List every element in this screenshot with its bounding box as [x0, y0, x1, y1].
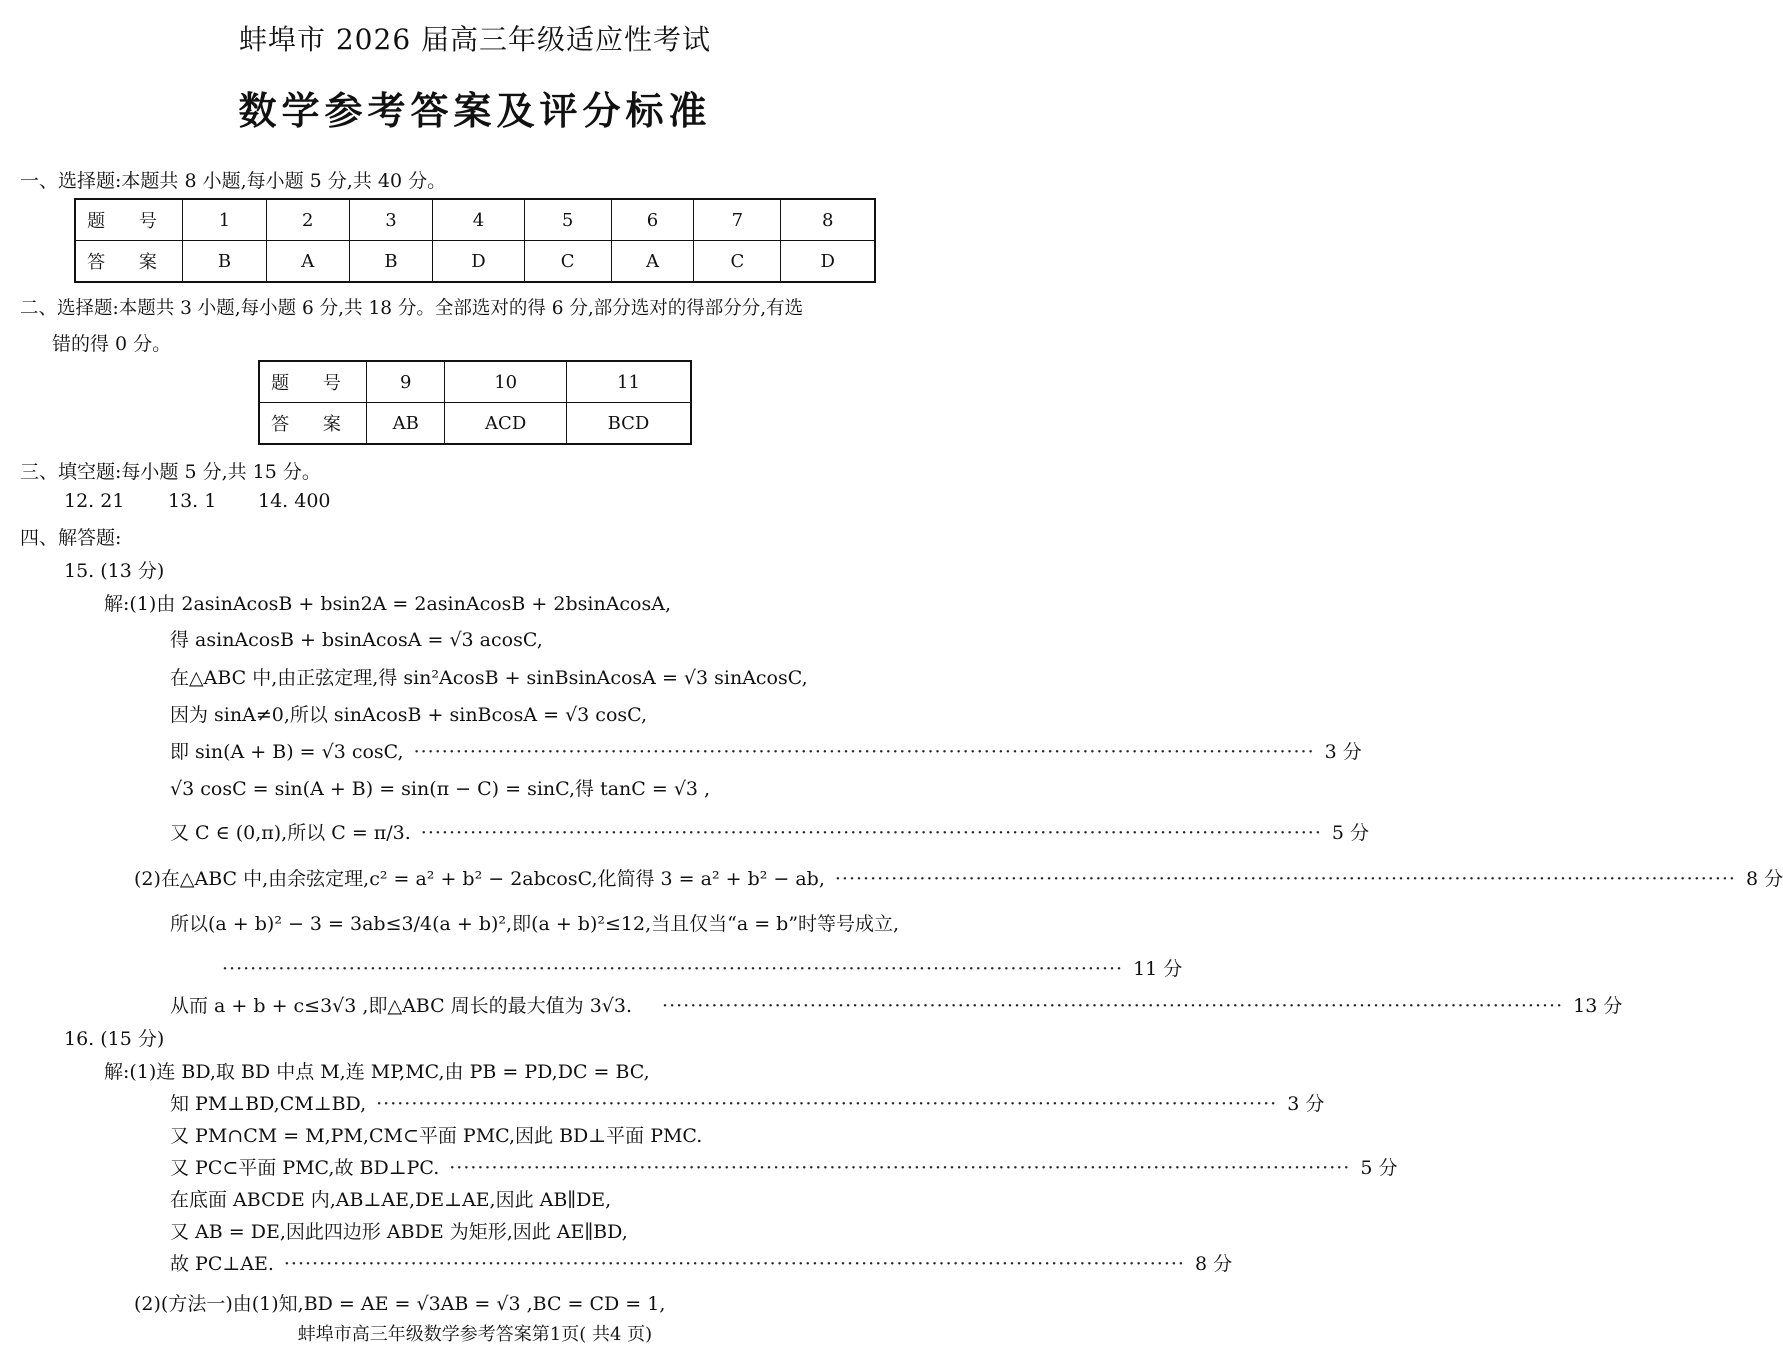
section3-heading: 三、填空题:每小题 5 分,共 15 分。	[20, 461, 321, 483]
q15-step: 所以(a + b)² − 3 = 3ab≤3/4(a + b)²,即(a + b)²≤12,当且仅当“a = b”时等号成立,	[170, 913, 900, 935]
q16-title: 16. (15 分)	[64, 1028, 165, 1050]
leader-dots: ································································································································	[420, 822, 1322, 844]
score-mark: 5 分	[1360, 1157, 1398, 1179]
section2-answer-table	[258, 360, 692, 445]
q15-step: 在△ABC 中,由正弦定理,得 sin²AcosB + sinBsinAcosA = √3 sinAcosC,	[170, 667, 808, 689]
q16-step: 又 PC⊂平面 PMC,故 BD⊥PC.	[170, 1157, 440, 1179]
table-cell: 10	[445, 361, 567, 403]
q15-step-scored	[170, 818, 1369, 845]
table-cell: ACD	[445, 403, 567, 445]
section4-heading: 四、解答题:	[20, 527, 122, 549]
table-cell: 1	[183, 199, 267, 241]
table-cell: 9	[367, 361, 445, 403]
table-cell: A	[266, 241, 349, 283]
table-cell: BCD	[566, 403, 691, 445]
q15-step: 又 C ∈ (0,π),所以 C = π/3.	[170, 822, 411, 844]
table-cell: 5	[524, 199, 611, 241]
table-cell: A	[611, 241, 694, 283]
q16-step: 又 AB = DE,因此四边形 ABDE 为矩形,因此 AE∥BD,	[170, 1221, 628, 1243]
q16-step: 故 PC⊥AE.	[170, 1253, 274, 1275]
table-cell: D	[433, 241, 524, 283]
section1-answer-table	[74, 198, 876, 283]
q15-step-scored	[170, 737, 1362, 764]
table-header-cell: 题 号	[259, 361, 367, 403]
q15-step-scored	[222, 954, 1183, 981]
score-mark: 3 分	[1287, 1093, 1325, 1115]
q15-title: 15. (13 分)	[64, 560, 165, 582]
q16-step: (2)(方法一)由(1)知,BD = AE = √3AB = √3 ,BC = CD = 1,	[134, 1293, 666, 1315]
section2-heading: 二、选择题:本题共 3 小题,每小题 6 分,共 18 分。全部选对的得 6 分,部分选对的得部分分,有选	[20, 298, 804, 319]
table-cell: 4	[433, 199, 524, 241]
table-cell: 6	[611, 199, 694, 241]
table-cell: B	[349, 241, 433, 283]
page-footer: 蚌埠市高三年级数学参考答案第1页( 共4 页)	[297, 1324, 653, 1345]
table-cell: 8	[781, 199, 875, 241]
table-cell: C	[524, 241, 611, 283]
table-cell: AB	[367, 403, 445, 445]
table-cell: B	[183, 241, 267, 283]
leader-dots: ································································································································	[222, 958, 1124, 980]
q16-step: 又 PM∩CM = M,PM,CM⊂平面 PMC,因此 BD⊥平面 PMC.	[170, 1125, 703, 1147]
exam-title: 蚌埠市 2026 届高三年级适应性考试	[238, 23, 712, 56]
document-subtitle: 数学参考答案及评分标准	[238, 89, 712, 133]
table-cell: C	[694, 241, 781, 283]
q16-step-scored	[170, 1249, 1233, 1276]
table-header-cell: 答 案	[75, 241, 183, 283]
leader-dots: ································································································································	[449, 1157, 1351, 1179]
table-header-cell: 题 号	[75, 199, 183, 241]
q15-step: (2)在△ABC 中,由余弦定理,c² = a² + b² − 2abcosC,化简得 3 = a² + b² − ab,	[134, 868, 825, 890]
q15-step: 因为 sinA≠0,所以 sinAcosB + sinBcosA = √3 cosC,	[170, 704, 648, 726]
q15-step: 解:(1)由 2asinAcosB + bsin2A = 2asinAcosB + 2bsinAcosA,	[104, 593, 672, 615]
table-row	[75, 199, 875, 241]
table-cell: D	[781, 241, 875, 283]
leader-dots: ································································································································	[283, 1253, 1185, 1275]
leader-dots: ································································································································	[413, 741, 1315, 763]
q16-step: 在底面 ABCDE 内,AB⊥AE,DE⊥AE,因此 AB∥DE,	[170, 1189, 612, 1211]
score-mark: 3 分	[1324, 741, 1362, 763]
table-cell: 11	[566, 361, 691, 403]
q16-step-scored	[170, 1153, 1398, 1180]
q16-step-scored	[170, 1089, 1325, 1116]
leader-dots: ································································································································	[834, 868, 1736, 890]
score-mark: 8 分	[1745, 868, 1783, 890]
q16-step: 解:(1)连 BD,取 BD 中点 M,连 MP,MC,由 PB = PD,DC = BC,	[104, 1061, 650, 1083]
table-cell: 7	[694, 199, 781, 241]
score-mark: 8 分	[1194, 1253, 1233, 1275]
fill-answer-12: 12. 21	[64, 490, 125, 512]
leader-dots: ································································································································	[376, 1093, 1278, 1115]
table-cell: 3	[349, 199, 433, 241]
table-header-cell: 答 案	[259, 403, 367, 445]
table-cell: 2	[266, 199, 349, 241]
table-row	[259, 361, 691, 403]
q15-step-scored	[170, 991, 1623, 1018]
q16-step: 知 PM⊥BD,CM⊥BD,	[170, 1093, 367, 1115]
q15-step: 即 sin(A + B) = √3 cosC,	[170, 741, 404, 763]
section2-heading-cont: 错的得 0 分。	[52, 333, 172, 355]
q15-step: 得 asinAcosB + bsinAcosA = √3 acosC,	[170, 629, 543, 651]
table-row	[75, 241, 875, 283]
q15-step-scored	[134, 864, 1783, 891]
fill-answer-13: 13. 1	[168, 490, 217, 512]
score-mark: 11 分	[1133, 958, 1183, 980]
q15-step: √3 cosC = sin(A + B) = sin(π − C) = sinC,得 tanC = √3 ,	[170, 778, 711, 800]
section1-heading: 一、选择题:本题共 8 小题,每小题 5 分,共 40 分。	[20, 170, 447, 192]
q15-step: 从而 a + b + c≤3√3 ,即△ABC 周长的最大值为 3√3.	[170, 995, 633, 1017]
score-mark: 13 分	[1573, 995, 1623, 1017]
table-row	[259, 403, 691, 445]
score-mark: 5 分	[1331, 822, 1369, 844]
leader-dots: ································································································································	[662, 995, 1564, 1017]
fill-answer-14: 14. 400	[258, 490, 331, 512]
